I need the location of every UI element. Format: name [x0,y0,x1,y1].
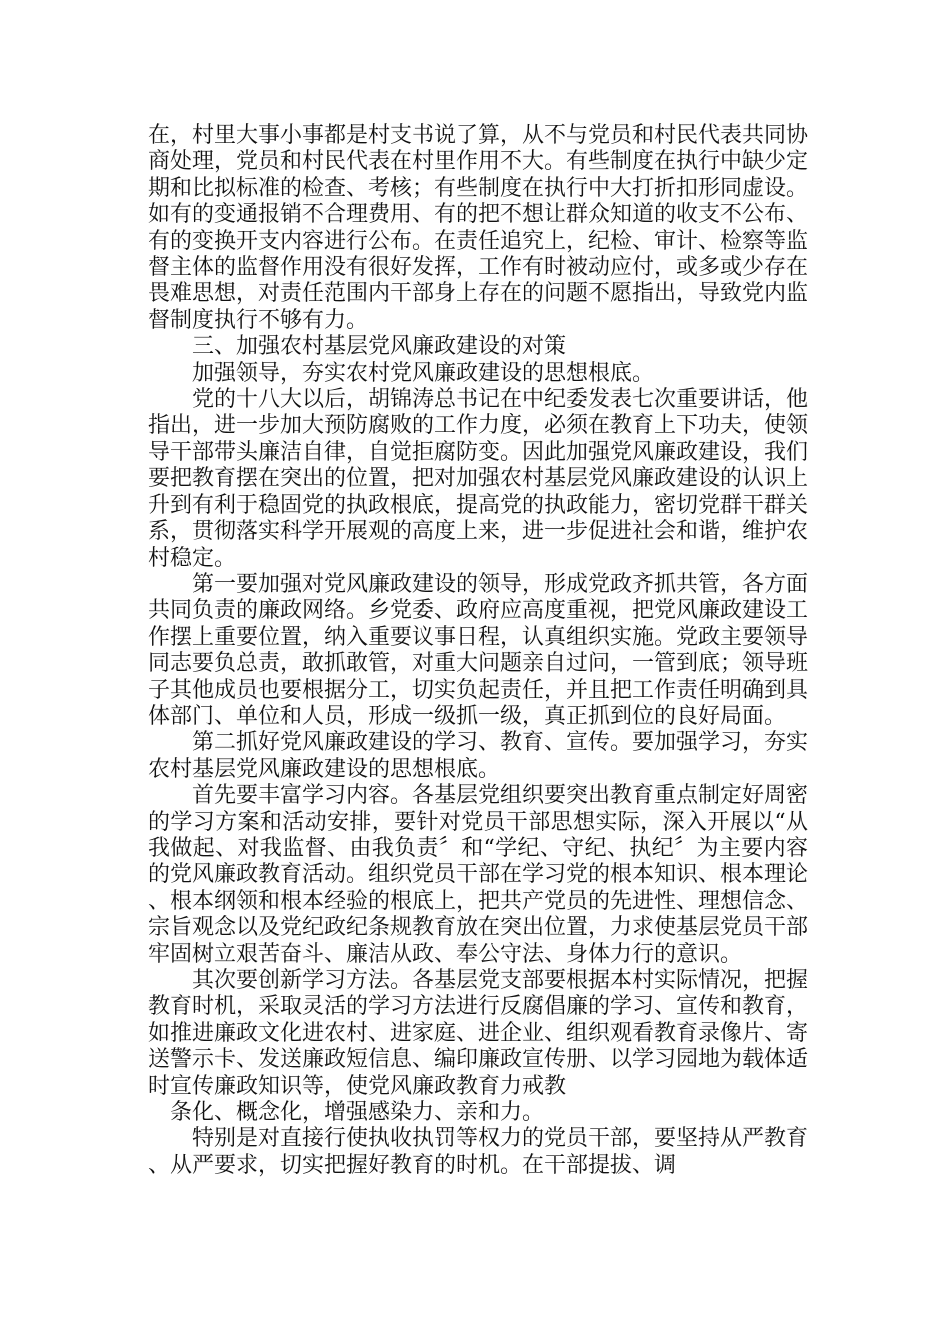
paragraph-direct-power-cadres: 特别是对直接行使执收执罚等权力的党员干部，要坚持从严教育、从严要求，切实把握好教育的时机。在干部提拔、调 [148,1126,809,1178]
paragraph-second-education: 第二抓好党风廉政建设的学习、教育、宣传。要加强学习，夯实农村基层党风廉政建设的思想根底。 [148,730,809,782]
paragraph-enrich-content: 首先要丰富学习内容。各基层党组织要突出教育重点制定好周密的学习方案和活动安排，要针对党员干部思想实际，深入开展以“从我做起、对我监督、由我负责〞和“学纪、守纪、执纪〞为主要内容的党风廉政教育活动。组织党员干部在学习党的根本知识、根本理论、根本纲领和根本经验的根底上，把共产党员的先进性、理想信念、宗旨观念以及党纪政纪条规教育放在突出位置，力求使基层党员干部牢固树立艰苦奋斗、廉洁从政、奉公守法、身体力行的意识。 [148,783,809,967]
paragraph-supervision: 在，村里大事小事都是村支书说了算，从不与党员和村民代表共同协商处理，党员和村民代表在村里作用不大。有些制度在执行中缺少定期和比拟标准的检查、考核；有些制度在执行中大打折扣形同虚设。如有的变通报销不合理费用、有的把不想让群众知道的收支不公布、有的变换开支内容进行公布。在责任追究上，纪检、审计、检察等监督主体的监督作用没有很好发挥，工作有时被动应付，或多或少存在畏难思想，对责任范围内干部身上存在的问题不愿指出，导致党内监督制度执行不够有力。 [148,123,809,333]
paragraph-party-congress: 党的十八大以后，胡锦涛总书记在中纪委发表七次重要讲话，他指出，进一步加大预防腐败的工作力度，必须在教育上下功夫，使领导干部带头廉洁自律，自觉拒腐防变。因此加强党风廉政建设，我们要把教育摆在突出的位置，把对加强农村基层党风廉政建设的认识上升到有利于稳固党的执政根底，提高党的执政能力，密切党群干群关系，贯彻落实科学开展观的高度上来，进一步促进社会和谐，维护农村稳定。 [148,387,809,571]
paragraph-continuation: 条化、概念化，增强感染力、亲和力。 [170,1100,545,1126]
paragraph-innovate-methods: 其次要创新学习方法。各基层党支部要根据本村实际情况，把握教育时机，采取灵活的学习方法进行反腐倡廉的学习、宣传和教育，如推进廉政文化进农村、进家庭、进企业、组织观看教育录像片、寄送警示卡、发送廉政短信息、编印廉政宣传册、以学习园地为载体适时宣传廉政知识等，使党风廉政教育力戒教 [148,968,809,1099]
paragraph-first-leadership: 第一要加强对党风廉政建设的领导，形成党政齐抓共管，各方面共同负责的廉政网络。乡党委、政府应高度重视，把党风廉政建设工作摆上重要位置，纳入重要议事日程，认真组织实施。党政主要领导同志要负总责，敢抓敢管，对重大问题亲自过问，一管到底；领导班子其他成员也要根据分工，切实负起责任，并且把工作责任明确到具体部门、单位和人员，形成一级抓一级，真正抓到位的良好局面。 [148,571,809,729]
document-body [148,123,808,1179]
subheading-strengthen-leadership: 加强领导，夯实农村党风廉政建设的思想根底。 [192,360,655,386]
section-heading-countermeasures: 三、加强农村基层党风廉政建设的对策 [192,334,567,360]
